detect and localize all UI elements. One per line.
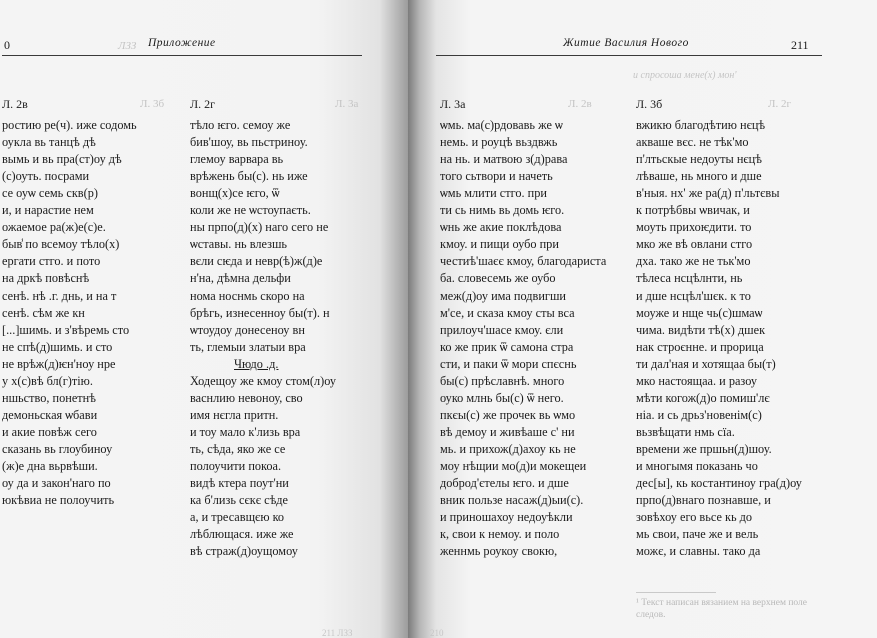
text-line: дес[ы], кь костантиноу гра(д)оу [636, 476, 802, 491]
text-line: ть, сѣда, яко же се [190, 441, 286, 456]
show-through-title: ЛЗЗ [118, 40, 137, 52]
text-line: нома носнмь скоро на [190, 288, 305, 303]
text-line: глемоу варвара вь [190, 152, 284, 167]
right-column-1 [440, 96, 606, 560]
text-line: Ходещоу же кмоу стом(л)оу [190, 373, 337, 388]
text-line: ко же прик ѿ самона стра [440, 339, 574, 354]
column-heading: Л. 2в [2, 97, 28, 111]
column-heading: Л. 3б [636, 97, 663, 111]
left-page-number: 0 [4, 38, 10, 52]
text-line: н'на, дѣмна дельфи [190, 271, 291, 286]
column-heading: Л. 2г [190, 97, 216, 111]
text-line: женнмь роукоу свокю, [440, 544, 558, 559]
text-line: моу нѣщии мо(д)и мокещеи [440, 458, 587, 473]
text-line: лѣваше, нь много и дше [636, 169, 762, 184]
text-line: чима. видѣти тѣ(х) дшек [636, 322, 766, 337]
text-line: вонщ(х)се ѥго, ѿ [190, 186, 280, 201]
text-line: прилоуч'шасе кмоу. єли [440, 322, 564, 337]
text-line: ростию ре(ч). иже содомь [2, 118, 137, 133]
text-line: ѡтоудоу донесеноу вн [190, 322, 305, 337]
text-line: ншьство, понетнѣ [2, 390, 96, 405]
text-line: ть, глемыи златыи вра [190, 339, 306, 354]
text-line: зовѣхоу его вьсе кь до [636, 510, 753, 525]
text-line: времени же пршьн(д)шоу. [636, 441, 772, 456]
text-line: вник пользе насаж(д)ыи(с). [440, 493, 584, 508]
text-line: можє, и славны. тако да [636, 544, 761, 559]
right-page [408, 0, 877, 638]
text-line: оукла вь танцѣ дѣ [2, 135, 96, 150]
footnote-rule [636, 592, 716, 593]
text-line: не спѣ(д)шимь. и сто [2, 339, 113, 354]
text-line: меж(д)оу има подвигши [440, 288, 567, 303]
right-page-number: 211 [791, 38, 809, 52]
text-line: а, и тресавщєю ко [190, 510, 285, 525]
text-line: [...]шимь. и з'вѣремь сто [2, 322, 130, 337]
text-line: и акие повѣж сего [2, 424, 97, 439]
text-line: ергати стго. и пото [2, 254, 101, 269]
text-line: тѣло ѥго. семоу же [190, 118, 291, 133]
text-line: и приношахоу недоуѣкли [440, 510, 573, 525]
text-line: акваше вєс. не тѣк'мо [636, 135, 749, 150]
text-line: Чюдо .д. [234, 356, 279, 371]
text-line: ожаемое ра(ж)е(с)е. [2, 220, 106, 235]
text-line: оуко млнь бы(с) ѿ него. [440, 390, 564, 405]
text-line: бы(с) прѣславнѣ. много [440, 373, 565, 388]
text-line: у х(с)вѣ бл(г)тію. [2, 373, 93, 388]
text-line: мь свои, паче же и вель [636, 527, 759, 542]
text-line: и тоу мало к'лизь вра [190, 424, 301, 439]
show-through-footer: 210 [430, 628, 444, 638]
text-line: полоучити покоа. [190, 458, 282, 473]
text-line: того сьтвори и начеть [440, 169, 553, 184]
show-through-mark: Л. 2г [768, 98, 791, 110]
text-line: мко же вѣ овлани стго [636, 237, 753, 252]
text-line: не врѣж(д)ѥн'ноу нре [2, 356, 116, 371]
text-line: вьзвѣщати нмь сїа. [636, 424, 735, 439]
text-line: на нь. и матвою з(д)рава [440, 152, 568, 167]
text-line: ба. словесемь же оубо [440, 271, 556, 286]
text-line: вымь и вь пра(ст)оу дѣ [2, 152, 122, 167]
text-line: моуже и нще чь(с)шмаѡ [636, 305, 763, 320]
text-line: оу да и закон'наго по [2, 476, 111, 491]
text-line: и, и нарастие нем [2, 203, 94, 218]
text-line: сенѣ. сѣм же кн [2, 305, 85, 320]
text-line: сенѣ. нѣ .г. днь, и на т [2, 288, 117, 303]
show-through-mark: Л. 2в [568, 98, 592, 110]
text-line: коли же не ѡстоупаєть. [190, 203, 311, 218]
text-line: имя нєгла притн. [190, 407, 279, 422]
text-line: к, свои к немоу. и поло [440, 527, 560, 542]
text-line: (ж)е дна вьрвѣши. [2, 458, 98, 473]
text-line: и многымя показань чо [636, 458, 758, 473]
text-line: мко настоящаа. и разоу [636, 373, 758, 388]
text-line: васнлию невоноу, сво [190, 390, 303, 405]
text-line: нак строєнне. и прорица [636, 339, 764, 354]
footnote: ¹ Текст написан вязанием на верхнем поле следов. [636, 598, 807, 620]
text-line: се оуѡ семь скв(р) [2, 186, 98, 201]
text-line: м'се, и сказа кмоу сты вса [440, 305, 575, 320]
text-line: видѣ ктера поут'ни [190, 476, 289, 491]
text-line: ѡнь же акие поклѣдова [440, 220, 562, 235]
right-running-title: Житие Василия Нового [563, 37, 689, 49]
text-line: ка б'лизь сєкє сѣде [190, 493, 288, 508]
text-line: сти, и паки ѿ мори спєснь [440, 356, 577, 371]
text-line: лѣблющася. иже же [190, 527, 294, 542]
text-line: вжикю благодѣтию нєцѣ [636, 118, 766, 133]
right-column-2 [636, 96, 802, 560]
text-line: брѣгь, изнесенноу бы(т). н [190, 305, 330, 320]
text-line: демоньская ѡбави [2, 407, 98, 422]
column-heading: Л. 3а [440, 97, 466, 111]
text-line: вѣ страж(д)оущомоу [190, 544, 298, 559]
text-line: юкѣвиа не полоучить [2, 493, 115, 508]
show-through-note: и спросоша мене(х) мон' [633, 70, 737, 81]
text-line: на дркѣ повѣснѣ [2, 271, 90, 286]
text-line: кмоу. и пищи оубо при [440, 237, 559, 252]
text-line: мѣти когож(д)о помиш'лє [636, 390, 770, 405]
left-running-title: Приложение [148, 37, 216, 49]
text-line: доброд'єтелы ѥго. и дше [440, 476, 569, 491]
left-page [0, 0, 408, 638]
text-line: быв̾ по всемоу тѣло(х) [2, 237, 120, 252]
left-column-2 [190, 96, 336, 560]
text-line: ніа. и сь дрьз'новенім(с) [636, 407, 762, 422]
left-column-1 [2, 96, 137, 509]
text-line: ти сь нимь вь домь ѥго. [440, 203, 565, 218]
text-line: ти дал'ная и хотящаа бы(т) [636, 356, 776, 371]
text-line: к потрѣбвы ѡвичак, и [636, 203, 750, 218]
text-line: (с)оуть. посрами [2, 169, 90, 184]
show-through-mark: Л. 3а [335, 98, 359, 110]
right-header-rule [436, 55, 822, 56]
text-line: честиѣ'шаєє кмоу, благодариста [440, 254, 607, 269]
text-line: тѣлеса нсцѣлнти, нь [636, 271, 743, 286]
text-line: ѡмь. ма(с)рдовавь же ѡ [440, 118, 563, 133]
text-line: врѣжень бы(с). нь иже [190, 169, 308, 184]
text-line: вєли сѥда и невр(ѣ)ж(д)е [190, 254, 323, 269]
show-through-footer: 211 ЛЗЗ [322, 628, 353, 638]
text-line: ѡставы. нь влезшь [190, 237, 288, 252]
text-line: прпо(д)внаго познавше, и [636, 493, 771, 508]
text-line: дха. тако же не тьк'мо [636, 254, 751, 269]
text-line: ны прпо(д)(х) наго сего не [190, 220, 329, 235]
left-header-rule [2, 55, 362, 56]
text-line: сказань вь глоубиноу [2, 441, 113, 456]
text-line: ѡмь млити стго. при [440, 186, 547, 201]
text-line: и дше нсцѣл'шєк. к то [636, 288, 751, 303]
show-through-mark: Л. 3б [140, 98, 165, 110]
text-line: немь. и роуцѣ вьздвжь [440, 135, 558, 150]
text-line: пкєы(с) же прочек вь ѡмо [440, 407, 576, 422]
text-line: бив'шоу, вь пьстриноу. [190, 135, 308, 150]
text-line: п'лтьскые недоуты нєцѣ [636, 152, 762, 167]
text-line: моуть прихоѥдити. то [636, 220, 752, 235]
text-line: вѣ демоу и живѣаше с' ни [440, 424, 575, 439]
text-line: мь. и прихож(д)ахоу кь не [440, 441, 576, 456]
text-line: в'ныя. нх' же ра(д) п'льтєвы [636, 186, 780, 201]
